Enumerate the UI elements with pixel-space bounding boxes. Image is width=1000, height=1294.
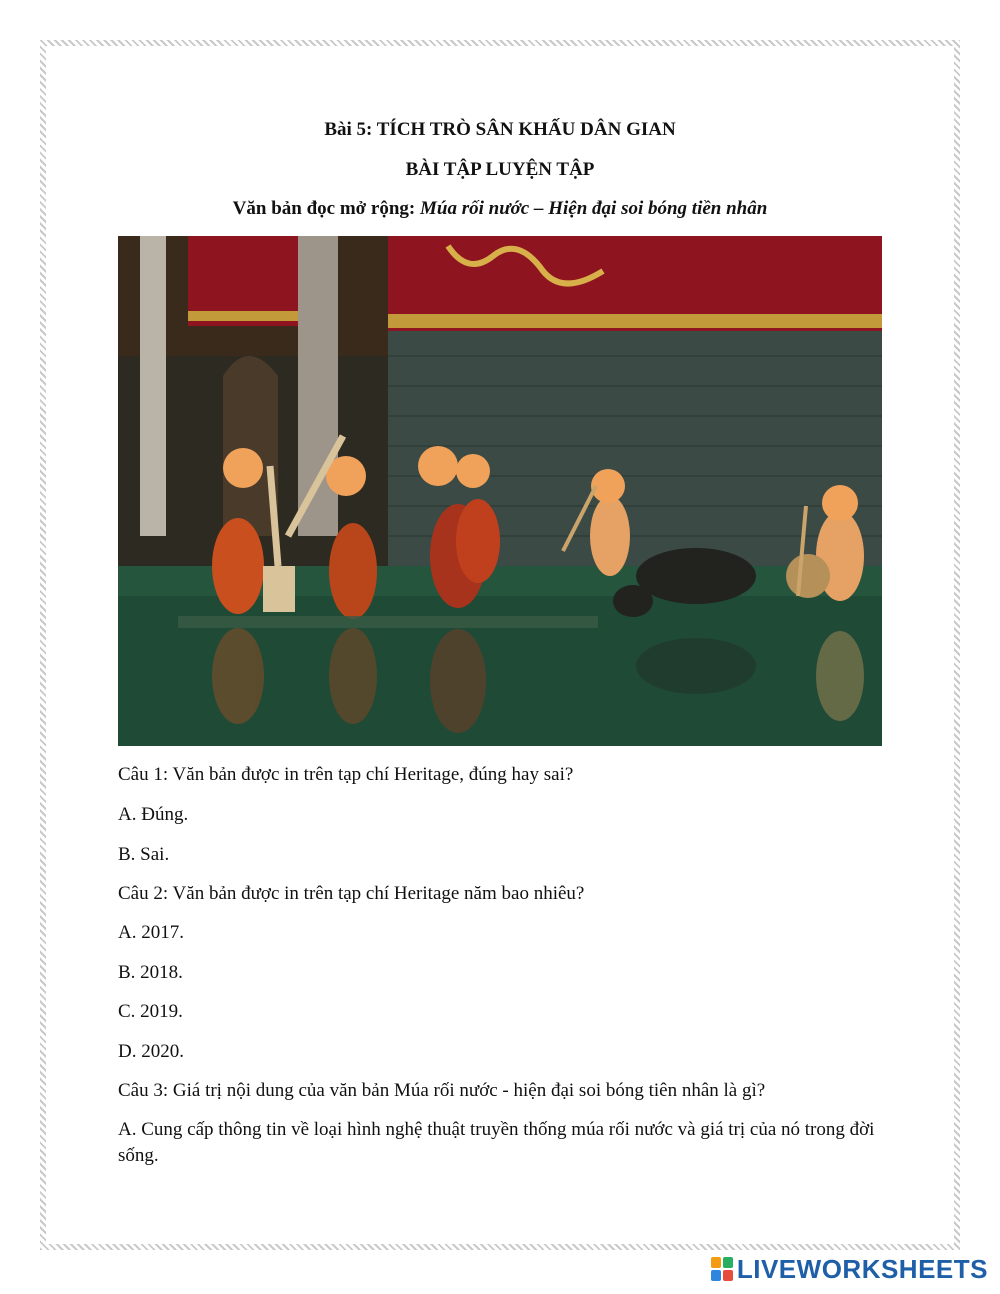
water-puppet-photo [118, 236, 882, 746]
question-3-option-a[interactable]: A. Cung cấp thông tin về loại hình nghệ thuật truyền thống múa rối nước và giá trị của nó trong đời sống. [118, 1119, 875, 1166]
lesson-title: Bài 5: TÍCH TRÒ SÂN KHẤU DÂN GIAN [324, 119, 676, 140]
question-3: Câu 3: Giá trị nội dung của văn bản Múa rối nước - hiện đại soi bóng tiên nhân là gì? [118, 1080, 766, 1101]
reading-prefix: Văn bản đọc mở rộng: [232, 198, 421, 219]
liveworksheets-logo-icon [711, 1257, 733, 1281]
question-2-option-c[interactable]: C. 2019. [118, 1001, 183, 1022]
question-1-option-a[interactable]: A. Đúng. [118, 804, 189, 825]
reading-heading [0, 198, 1000, 220]
question-2-option-d[interactable]: D. 2020. [118, 1041, 184, 1062]
brand-name: LIVEWORKSHEETS [736, 1253, 988, 1284]
reading-title: Múa rối nước – Hiện đại soi bóng tiền nhân [420, 198, 768, 219]
liveworksheets-logo [711, 1254, 988, 1284]
exercise-subtitle: BÀI TẬP LUYỆN TẬP [405, 159, 595, 180]
question-2: Câu 2: Văn bản được in trên tạp chí Heritage năm bao nhiêu? [118, 883, 585, 904]
question-1-option-b[interactable]: B. Sai. [118, 844, 170, 865]
question-2-option-a[interactable]: A. 2017. [118, 922, 184, 943]
question-1: Câu 1: Văn bản được in trên tạp chí Heritage, đúng hay sai? [118, 764, 574, 785]
question-2-option-b[interactable]: B. 2018. [118, 962, 183, 983]
